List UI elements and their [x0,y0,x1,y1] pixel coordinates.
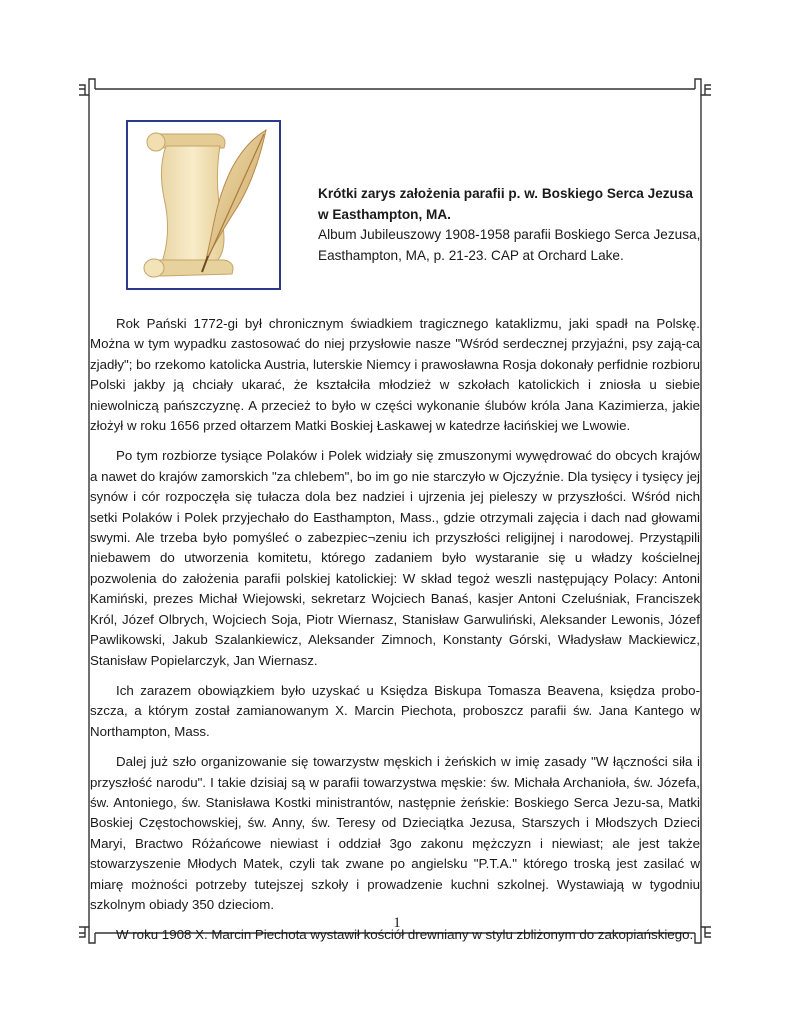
scroll-and-quill-icon [128,122,279,288]
paragraph-4: Dalej już szło organizowanie się towarzystw męskich i żeńskich w imię zasady "W łączności siła i przyszłość narodu". I takie dzisiaj są w parafii towarzystwa męskie: św. Michała Archanioła, św. Józefa, św. Antoniego, św. Stanisława Kostki ministrantów, następnie żeńskie: Boskiego Serca Jezu-sa, Matki Boskiej Częstochowskiej, św. Anny, św. Teresy od Dzieciątka Jezusa, Starszych i Młodszych Dzieci Maryi, Bractwo Różańcowe niewiast i oddział 3go zakonu mężczyzn i niewiast; ale jest także stowarzyszenie Młodych Matek, czyli tak zwane po angielsku "P.T.A." którego troską jest zasilać w miarę możności potrzeby tutejszej szkoły i prowadzenie kuchni szkolnej. Wystawiają w tygodniu szkolnym obiady 350 dzieciom. [90,754,700,912]
caption-source-line-2: Easthampton, MA, p. 21-23. CAP at Orchard Lake. [318,247,624,263]
source-caption [318,184,718,266]
paragraph-2: Po tym rozbiorze tysiące Polaków i Polek widziały się zmuszonymi wywędrować do obcych krajów a nawet do krajów zamorskich "za chlebem", bo im go nie starczyło w Ojczyźnie. Dla tysięcy i tysięcy jej synów i cór rozpoczęła się tułacza dola bez nadziei i ujrzenia jej pieleszy w przyszłości. Wśród nich setki Polaków i Polek przyjechało do Easthampton, Mass., gdzie otrzymali zajęcia i dach nad głowami swymi. Ale trzeba było pomyśleć o zabezpiec¬zeniu ich przyszłości religijnej i narodowej. Przystąpili niebawem do utworzenia komitetu, którego zadaniem było wystaranie się u władzy kościelnej pozwolenia do założenia parafii polskiej katolickiej: W skład tegoż weszli następujący Polacy: Antoni Kamiński, prezes Michał Wiejowski, sekretarz Wojciech Banaś, kasjer Antoni Czeluśniak, Franciszek Król, Józef Olbrych, Wojciech Soja, Piotr Wiernasz, Stanisław Garwuliński, Aleksander Lewonis, Józef Pawlikowski, Jakub Szalankiewicz, Aleksander Zimnoch, Konstanty Górski, Władysław Mackiewicz, Stanisław Popielarczyk, Jan Wiernasz. [90,448,700,668]
caption-title-line-2: w Easthampton, MA. [318,206,451,222]
paragraph-1: Rok Pański 1772-gi był chronicznym świadkiem tragicznego kataklizmu, jaki spadł na Polskę. Można w tym wypadku zastosować do niej przysłowie nasze "Wśród serdecznej przyjaźni, psy zają-ca zjadły"; bo rzekomo katolicka Austria, luterskie Niemcy i prawosławna Rosja dokonały perfidnie rozbioru Polski jakby ją chciały ukarać, że kształciła młodzież w szkołach katolickich i zniosła u siebie niewolniczą pańszczyznę. A przecież to było w części wykonanie ślubów króla Jana Kazimierza, jakie złożył w roku 1656 przed ołtarzem Matki Boskiej Łaskawej w katedrze łacińskiej we Lwowie. [90,316,700,434]
article-body [90,314,700,956]
page-number: 1 [393,915,401,931]
caption-title-line-1: Krótki zarys założenia parafii p. w. Boskiego Serca Jezusa [318,186,693,201]
paragraph-5: W roku 1908 X. Marcin Piechota wystawił kościół drewniany w stylu zbliżonym do zakopiańskiego. [116,927,694,943]
scroll-quill-illustration [126,120,281,290]
caption-source-line-1: Album Jubileuszowy 1908-1958 parafii Boskiego Serca Jezusa, [318,227,701,242]
paragraph-3: Ich zarazem obowiązkiem było uzyskać u Księdza Biskupa Tomasza Beavena, księdza probo-szcza, a którym został zamianowanym X. Marcin Piechota, proboszcz parafii św. Jana Kantego w Northampton, Mass. [90,682,700,739]
